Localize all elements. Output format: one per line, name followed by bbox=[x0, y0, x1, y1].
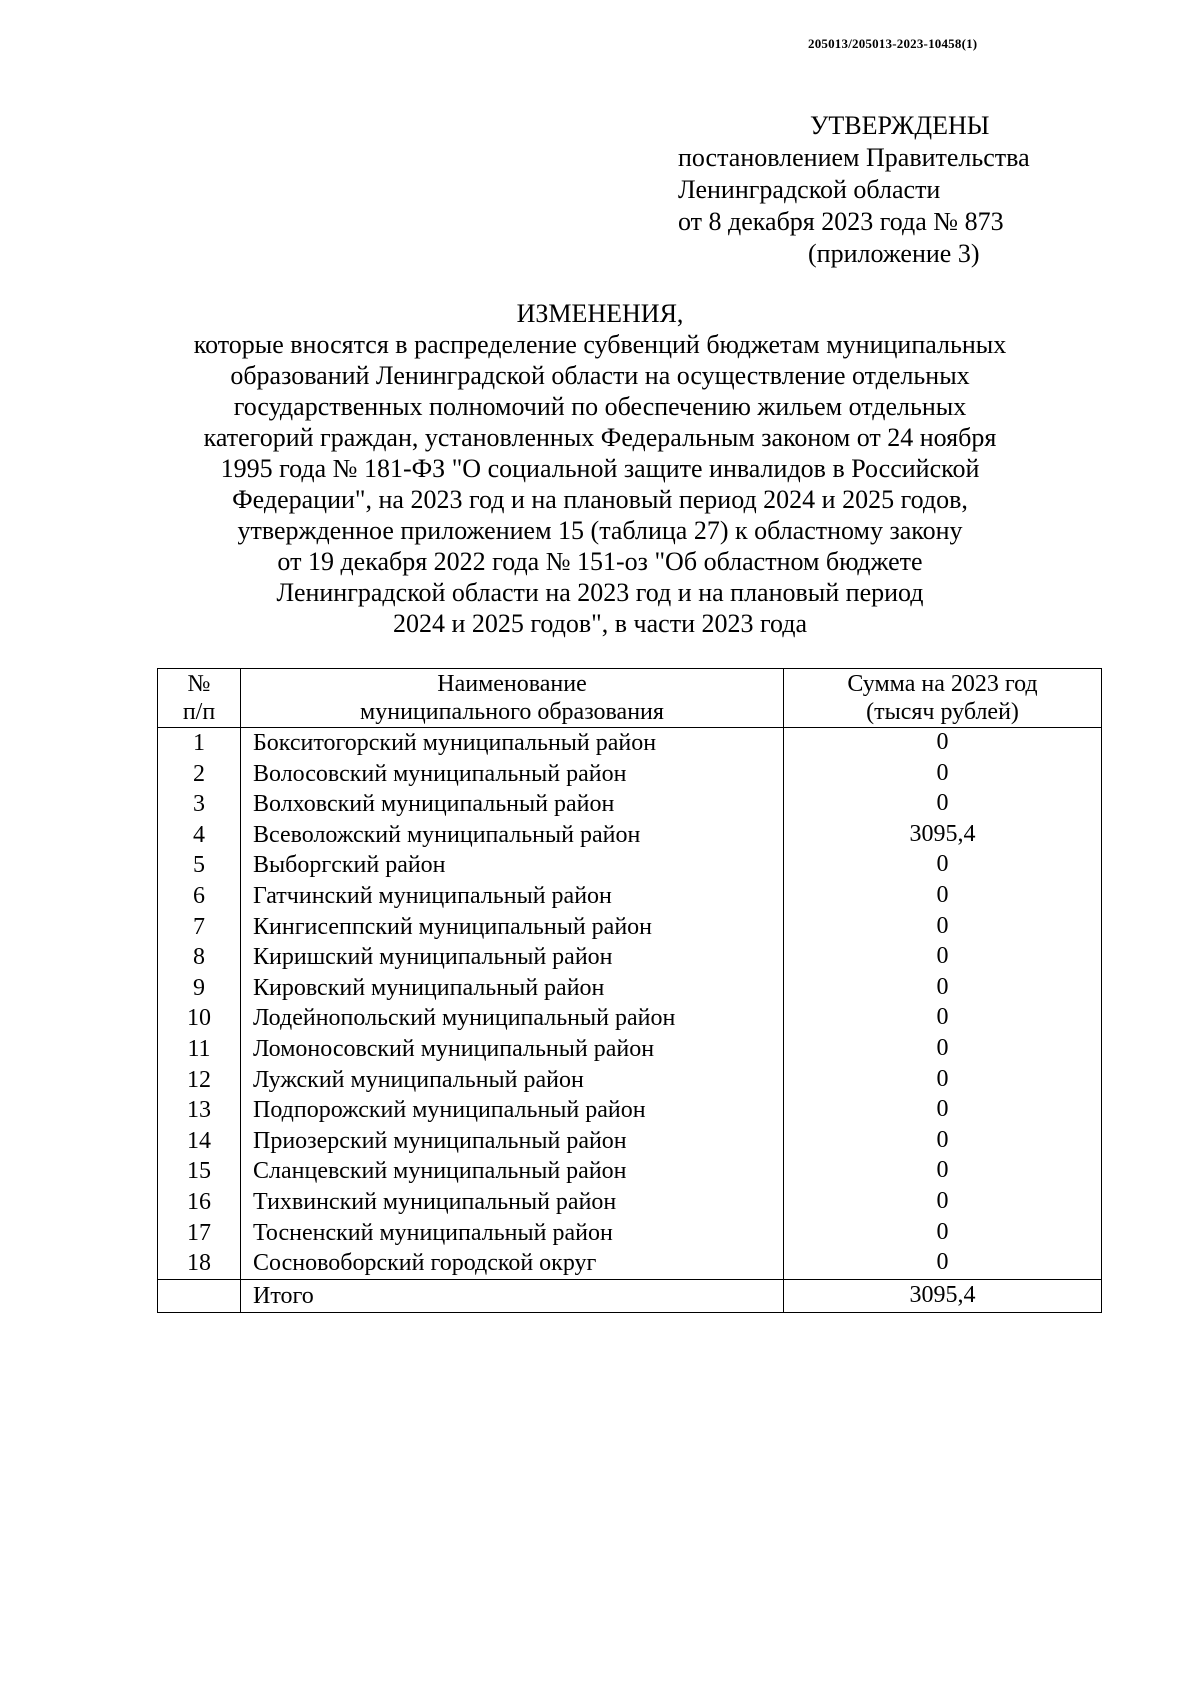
row-name: Киришский муниципальный район bbox=[241, 942, 784, 973]
table-row bbox=[158, 1187, 1102, 1218]
approval-title: УТВЕРЖДЕНЫ bbox=[810, 111, 990, 140]
heading-line: которые вносятся в распределение субвенций бюджетам муниципальных bbox=[193, 330, 1007, 359]
row-number: 13 bbox=[158, 1095, 241, 1126]
row-name: Волховский муниципальный район bbox=[241, 789, 784, 820]
row-name: Кингисеппский муниципальный район bbox=[241, 912, 784, 943]
row-number: 4 bbox=[158, 820, 241, 851]
table-body bbox=[158, 728, 1102, 1280]
table-row bbox=[158, 759, 1102, 790]
heading-line: от 19 декабря 2022 года № 151-оз "Об областном бюджете bbox=[277, 547, 923, 576]
table-row bbox=[158, 1095, 1102, 1126]
table-row bbox=[158, 789, 1102, 820]
approval-line-2: Ленинградской области bbox=[678, 175, 941, 204]
table-row bbox=[158, 1218, 1102, 1249]
approval-line-3: от 8 декабря 2023 года № 873 bbox=[678, 207, 1004, 236]
row-number: 3 bbox=[158, 789, 241, 820]
table-row bbox=[158, 850, 1102, 881]
table-row bbox=[158, 973, 1102, 1004]
total-row bbox=[158, 1279, 1102, 1312]
row-name: Тихвинский муниципальный район bbox=[241, 1187, 784, 1218]
table-row bbox=[158, 942, 1102, 973]
header-amount-line2: (тысяч рублей) bbox=[866, 699, 1019, 725]
row-number: 6 bbox=[158, 881, 241, 912]
table-row bbox=[158, 1065, 1102, 1096]
row-amount: 0 bbox=[784, 881, 1102, 912]
row-name: Волосовский муниципальный район bbox=[241, 759, 784, 790]
table-row bbox=[158, 1156, 1102, 1187]
approval-line-1: постановлением Правительства bbox=[678, 143, 1030, 172]
header-number bbox=[158, 669, 241, 728]
row-amount: 0 bbox=[784, 759, 1102, 790]
document-id: 205013/205013-2023-10458(1) bbox=[808, 36, 978, 51]
row-amount: 0 bbox=[784, 1003, 1102, 1034]
total-number-cell bbox=[158, 1279, 241, 1312]
total-amount: 3095,4 bbox=[784, 1279, 1102, 1312]
header-name-line1: Наименование bbox=[437, 671, 587, 697]
row-name: Ломоносовский муниципальный район bbox=[241, 1034, 784, 1065]
row-number: 5 bbox=[158, 850, 241, 881]
row-amount: 0 bbox=[784, 1156, 1102, 1187]
row-amount: 0 bbox=[784, 973, 1102, 1004]
heading-line: Ленинградской области на 2023 год и на плановый период bbox=[276, 578, 924, 607]
row-number: 11 bbox=[158, 1034, 241, 1065]
row-amount: 0 bbox=[784, 728, 1102, 759]
heading-line: образований Ленинградской области на осуществление отдельных bbox=[230, 361, 970, 390]
row-amount: 0 bbox=[784, 1187, 1102, 1218]
row-number: 8 bbox=[158, 942, 241, 973]
row-number: 18 bbox=[158, 1248, 241, 1279]
row-amount: 0 bbox=[784, 942, 1102, 973]
row-number: 12 bbox=[158, 1065, 241, 1096]
row-name: Лужский муниципальный район bbox=[241, 1065, 784, 1096]
table-row bbox=[158, 1248, 1102, 1279]
allocation-table bbox=[157, 668, 1102, 1313]
row-amount: 0 bbox=[784, 1248, 1102, 1279]
row-name: Выборгский район bbox=[241, 850, 784, 881]
total-label: Итого bbox=[241, 1279, 784, 1312]
row-number: 1 bbox=[158, 728, 241, 759]
row-amount: 0 bbox=[784, 1126, 1102, 1157]
heading-title: ИЗМЕНЕНИЯ, bbox=[516, 299, 684, 328]
row-name: Кировский муниципальный район bbox=[241, 973, 784, 1004]
heading-line: утвержденное приложением 15 (таблица 27) к областному закону bbox=[237, 516, 963, 545]
table-row bbox=[158, 1034, 1102, 1065]
heading-line: категорий граждан, установленных Федеральным законом от 24 ноября bbox=[203, 423, 997, 452]
document-heading bbox=[140, 298, 1060, 639]
table-row bbox=[158, 1003, 1102, 1034]
row-name: Подпорожский муниципальный район bbox=[241, 1095, 784, 1126]
header-amount bbox=[784, 669, 1102, 728]
approval-block bbox=[678, 110, 1030, 270]
row-number: 2 bbox=[158, 759, 241, 790]
approval-annex: (приложение 3) bbox=[808, 239, 980, 268]
row-amount: 0 bbox=[784, 912, 1102, 943]
row-amount: 3095,4 bbox=[784, 820, 1102, 851]
row-amount: 0 bbox=[784, 1065, 1102, 1096]
header-amount-line1: Сумма на 2023 год bbox=[847, 671, 1038, 697]
row-number: 9 bbox=[158, 973, 241, 1004]
row-amount: 0 bbox=[784, 1034, 1102, 1065]
heading-line: 2024 и 2025 годов", в части 2023 года bbox=[392, 609, 808, 638]
heading-line: государственных полномочий по обеспечению жильем отдельных bbox=[233, 392, 967, 421]
header-number-line1: № bbox=[187, 671, 211, 697]
row-name: Лодейнопольский муниципальный район bbox=[241, 1003, 784, 1034]
row-number: 14 bbox=[158, 1126, 241, 1157]
row-name: Тосненский муниципальный район bbox=[241, 1218, 784, 1249]
row-name: Сосновоборский городской округ bbox=[241, 1248, 784, 1279]
table-header-row bbox=[158, 669, 1102, 728]
row-name: Бокситогорский муниципальный район bbox=[241, 728, 784, 759]
table-row bbox=[158, 728, 1102, 759]
header-number-line2: п/п bbox=[182, 699, 216, 725]
table-row bbox=[158, 1126, 1102, 1157]
table-row bbox=[158, 881, 1102, 912]
heading-line: Федерации", на 2023 год и на плановый период 2024 и 2025 годов, bbox=[232, 485, 968, 514]
row-number: 17 bbox=[158, 1218, 241, 1249]
row-name: Приозерский муниципальный район bbox=[241, 1126, 784, 1157]
header-name bbox=[241, 669, 784, 728]
row-number: 16 bbox=[158, 1187, 241, 1218]
row-name: Сланцевский муниципальный район bbox=[241, 1156, 784, 1187]
row-number: 7 bbox=[158, 912, 241, 943]
row-number: 15 bbox=[158, 1156, 241, 1187]
row-amount: 0 bbox=[784, 850, 1102, 881]
table-row bbox=[158, 820, 1102, 851]
header-name-line2: муниципального образования bbox=[360, 699, 664, 725]
heading-line: 1995 года № 181-ФЗ "О социальной защите инвалидов в Российской bbox=[220, 454, 980, 483]
row-amount: 0 bbox=[784, 1218, 1102, 1249]
row-number: 10 bbox=[158, 1003, 241, 1034]
row-amount: 0 bbox=[784, 789, 1102, 820]
row-name: Всеволожский муниципальный район bbox=[241, 820, 784, 851]
row-name: Гатчинский муниципальный район bbox=[241, 881, 784, 912]
row-amount: 0 bbox=[784, 1095, 1102, 1126]
table-row bbox=[158, 912, 1102, 943]
